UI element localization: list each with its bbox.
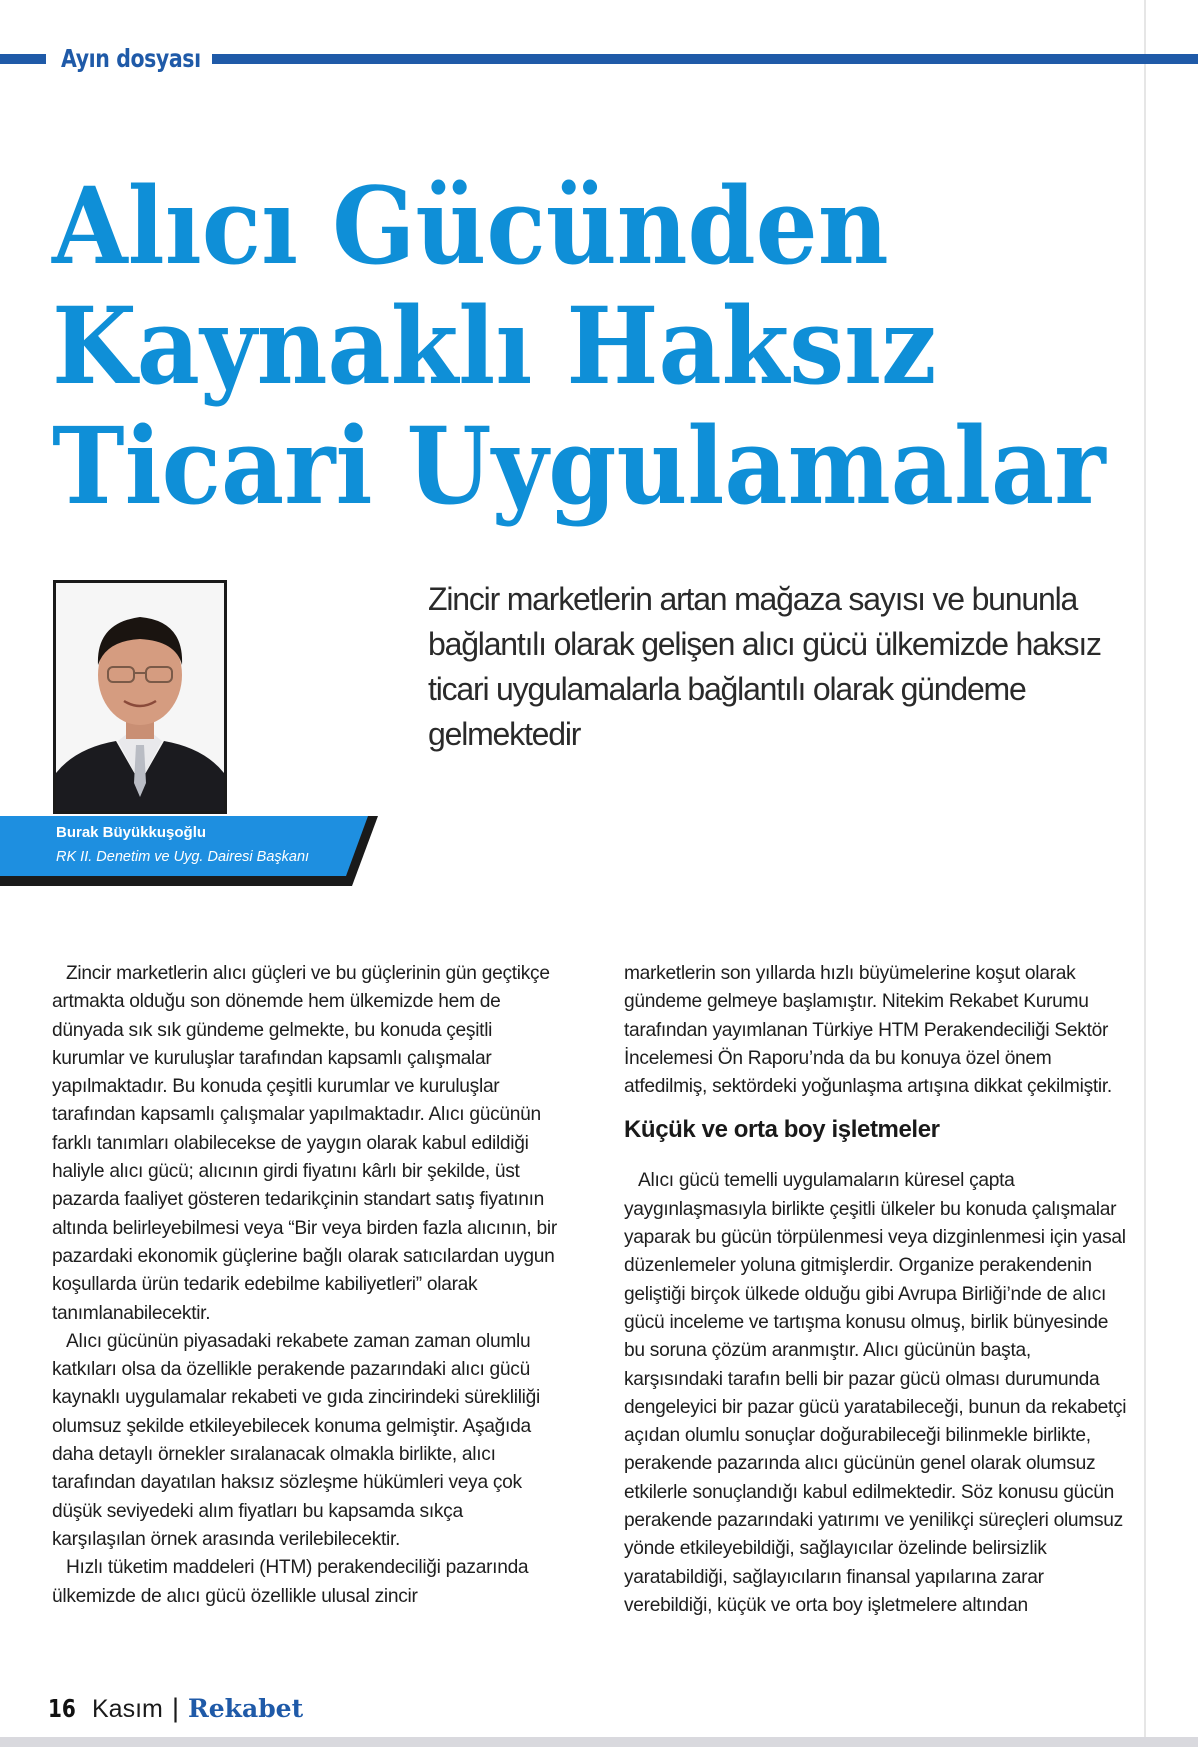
title-line-2: Kaynaklı Haksız bbox=[52, 283, 937, 408]
page-number: 16 bbox=[48, 1694, 76, 1723]
body-paragraph: Hızlı tüketim maddeleri (HTM) perakendeciliği pazarında ülkemizde de alıcı gücü özellikle ulusal zincir bbox=[52, 1557, 529, 1607]
header-rule-right bbox=[212, 54, 1198, 64]
page-edge-divider bbox=[1144, 0, 1146, 1747]
author-role: RK II. Denetim ve Uyg. Dairesi Başkanı bbox=[56, 849, 310, 865]
body-paragraph: Alıcı gücünün piyasadaki rekabete zaman zaman olumlu katkıları olsa da özellikle perakende pazarındaki alıcı gücü kaynaklı uygulamalar rekabeti ve gıda zincirindeki sürekliliği olumsuz şekilde etkileyebilecek konuma gelmiştir. Aşağıda daha detaylı örnekler sıralanacak olmakla birlikte, alıcı tarafından dayatılan haksız sözleşme hükümleri veya çok düşük seviyedeki alım fiyatları bu kapsamda sıkça karşılaşılan örnek arasında verilebilecektir. bbox=[52, 1330, 540, 1550]
title-line-1: Alıcı Gücünden bbox=[52, 163, 889, 288]
author-photo bbox=[53, 580, 227, 814]
author-name: Burak Büyükkuşoğlu bbox=[56, 824, 207, 841]
section-subheading: Küçük ve orta boy işletmeler bbox=[624, 1116, 940, 1144]
article-lead: Zincir marketlerin artan mağaza sayısı ve bununla bağlantılı olarak gelişen alıcı gücü ülkemizde haksız ticari uygulamalarla bağlantılı olarak gündeme gelmektedir bbox=[428, 581, 1101, 752]
article-title bbox=[52, 163, 1106, 528]
body-paragraph: Alıcı gücü temelli uygulamaların küresel çapta yaygınlaşmasıyla birlikte çeşitli ülkeler bu konuda çalışmalar yaparak bu gücün törpülenmesi veya dizginlenmesi için yasal düzenlemeler yoluna gitmişlerdir. Organize perakendenin geliştiği birçok ülkede olduğu gibi Avrupa Birliği’nde de alıcı gücü inceleme ve tartışma konusu olmuş, birlik bünyesinde bu soruna çözüm aranmıştır. Alıcı gücünün başta, karşısındaki tarafın belli bir pazar gücü olması durumunda dengeleyici bir pazar gücü yaratabileceği, bunun da rekabetçi açıdan olumlu sonuçlar doğurabileceği bilinmekle birlikte, perakende pazarında alıcı gücünün genel olarak olumsuz etkilerle sonuçlandığı kabul edilmektedir. Söz konusu gücün perakende pazarındaki yatırımı ve yenilikçi süreçleri olumsuz yönde etkileyebildiği, sağlayıcılar özelinde belirsizlik yaratabildiği, sağlayıcıların finansal yapılarına zarar verebildiği, küçük ve orta boy işletmelere altından bbox=[624, 1170, 1127, 1616]
header-rule-left bbox=[0, 54, 46, 64]
body-paragraph: marketlerin son yıllarda hızlı büyümelerine koşut olarak gündeme gelmeye başlamıştır. Nitekim Rekabet Kurumu tarafından yayımlanan Türkiye HTM Perakendeciliği Sektör İncelemesi Ön Raporu’nda da bu konuya özel önem atfedilmiş, sektördeki yoğunlaşma artışına dikkat çekilmiştir. bbox=[624, 963, 1112, 1098]
magazine-name: Rekabet bbox=[188, 1694, 304, 1723]
footer-band bbox=[0, 1737, 1198, 1747]
section-label: Ayın dosyası bbox=[61, 44, 201, 73]
body-column-left bbox=[52, 960, 557, 1611]
body-column-right bbox=[624, 960, 1129, 1620]
author-portrait-illustration bbox=[56, 583, 224, 811]
body-paragraph: Zincir marketlerin alıcı güçleri ve bu güçlerinin gün geçtikçe artmakta olduğu son dönemde hem ülkemizde hem de dünyada sık sık gündeme gelmekte, bu konuda çeşitli kurumlar ve kuruluşlar tarafından kapsamlı çalışmalar yapılmaktadır. Bu konuda çeşitli kurumlar ve kuruluşlar tarafından kapsamlı çalışmalar yapılmaktadır. Alıcı gücünün farklı tanımları olabilecekse de yaygın olarak kabul edildiği haliyle alıcı gücü; alıcının girdi fiyatını kârlı bir şekilde, üst pazarda faaliyet gösteren tedarikçinin standart satış fiyatının altında belirleyebilmesi veya “Bir veya birden fazla alıcının, bir pazardaki ekonomik güçlerine bağlı olarak satıcılardan uygun koşullarda ürün tedarik edebilme kabiliyetleri” olarak tanımlanabilecektir. bbox=[52, 963, 557, 1324]
issue-month: Kasım bbox=[92, 1695, 163, 1723]
title-line-3: Ticari Uygulamalar bbox=[52, 403, 1106, 528]
footer-separator: | bbox=[172, 1693, 180, 1723]
